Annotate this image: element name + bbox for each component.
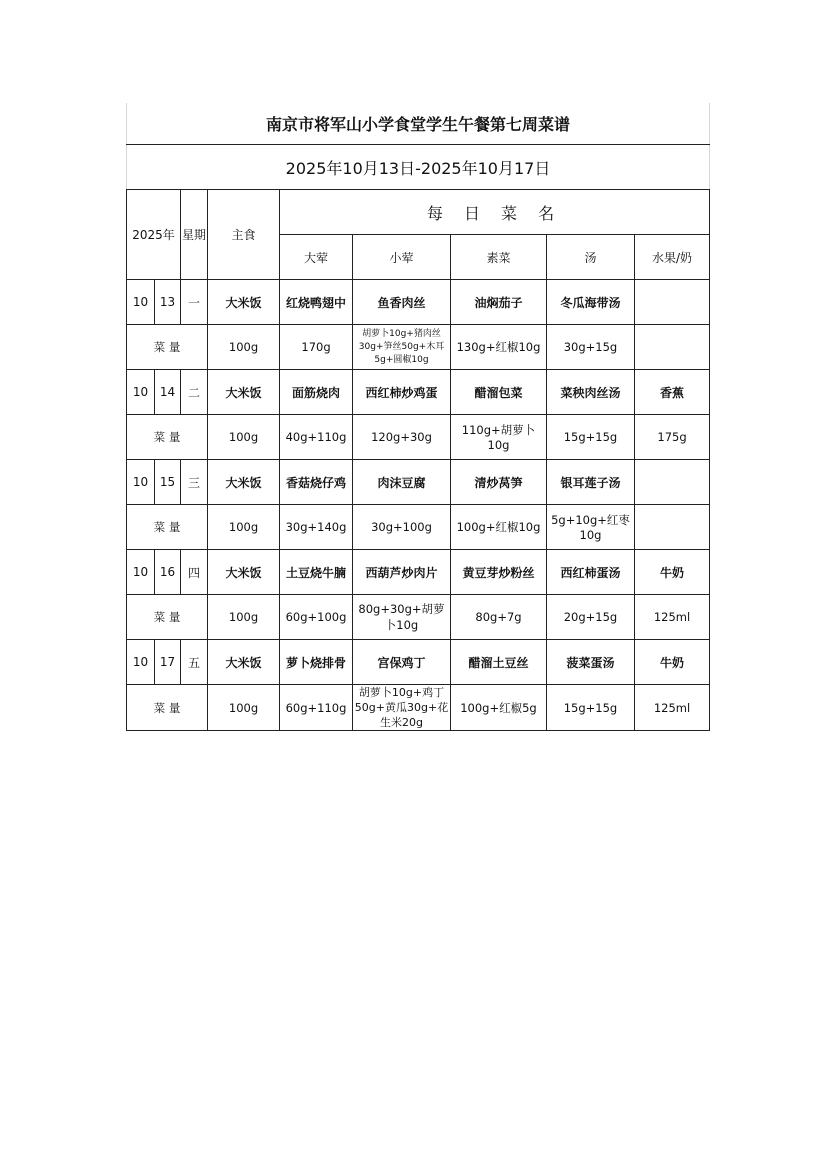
- small-meat-cell: 肉沫豆腐: [353, 460, 451, 505]
- q-vegetable-cell: 100g+红椒5g: [451, 685, 547, 731]
- quantity-row: [127, 415, 710, 460]
- day-cell: 17: [155, 640, 181, 685]
- q-small-meat-cell: 80g+30g+胡萝卜10g: [353, 595, 451, 640]
- q-vegetable-cell: 130g+红椒10g: [451, 325, 547, 370]
- staple-cell: 大米饭: [208, 280, 280, 325]
- header-small-meat: 小荤: [353, 235, 451, 280]
- q-small-meat-cell: 120g+30g: [353, 415, 451, 460]
- quantity-label: 菜 量: [127, 505, 208, 550]
- fruit-milk-cell: 牛奶: [635, 640, 710, 685]
- q-soup-cell: 15g+15g: [547, 685, 635, 731]
- soup-cell: 冬瓜海带汤: [547, 280, 635, 325]
- month-cell: 10: [127, 460, 155, 505]
- q-soup-cell: 5g+10g+红枣10g: [547, 505, 635, 550]
- vegetable-cell: 油焖茄子: [451, 280, 547, 325]
- small-meat-cell: 西红柿炒鸡蛋: [353, 370, 451, 415]
- staple-cell: 大米饭: [208, 370, 280, 415]
- staple-cell: 大米饭: [208, 640, 280, 685]
- vegetable-cell: 清炒莴笋: [451, 460, 547, 505]
- q-fruit-milk-cell: 175g: [635, 415, 710, 460]
- weekday-cell: 一: [181, 280, 208, 325]
- small-meat-cell: 鱼香肉丝: [353, 280, 451, 325]
- small-meat-cell: 西葫芦炒肉片: [353, 550, 451, 595]
- main-meat-cell: 香菇烧仔鸡: [280, 460, 353, 505]
- q-fruit-milk-cell: [635, 325, 710, 370]
- header-daily-dishes: 每 日 菜 名: [280, 190, 710, 235]
- quantity-label: 菜 量: [127, 415, 208, 460]
- weekday-cell: 四: [181, 550, 208, 595]
- staple-cell: 大米饭: [208, 550, 280, 595]
- q-vegetable-cell: 80g+7g: [451, 595, 547, 640]
- header-main-meat: 大荤: [280, 235, 353, 280]
- q-staple-cell: 100g: [208, 595, 280, 640]
- soup-cell: 菠菜蛋汤: [547, 640, 635, 685]
- q-fruit-milk-cell: [635, 505, 710, 550]
- q-fruit-milk-cell: 125ml: [635, 685, 710, 731]
- q-staple-cell: 100g: [208, 415, 280, 460]
- weekday-cell: 二: [181, 370, 208, 415]
- table-row: [127, 460, 710, 505]
- q-soup-cell: 20g+15g: [547, 595, 635, 640]
- header-year: 2025年: [127, 190, 181, 280]
- q-main-meat-cell: 30g+140g: [280, 505, 353, 550]
- quantity-row: [127, 595, 710, 640]
- table-row: [127, 550, 710, 595]
- q-staple-cell: 100g: [208, 505, 280, 550]
- main-meat-cell: 土豆烧牛腩: [280, 550, 353, 595]
- vegetable-cell: 醋溜土豆丝: [451, 640, 547, 685]
- q-small-meat-cell: 胡萝卜10g+鸡丁50g+黄瓜30g+花生米20g: [353, 685, 451, 731]
- day-cell: 16: [155, 550, 181, 595]
- quantity-row: [127, 505, 710, 550]
- q-main-meat-cell: 60g+100g: [280, 595, 353, 640]
- fruit-milk-cell: [635, 460, 710, 505]
- soup-cell: 银耳莲子汤: [547, 460, 635, 505]
- menu-sheet: [126, 103, 709, 731]
- day-cell: 15: [155, 460, 181, 505]
- q-staple-cell: 100g: [208, 325, 280, 370]
- staple-cell: 大米饭: [208, 460, 280, 505]
- quantity-label: 菜 量: [127, 325, 208, 370]
- header-weekday: 星期: [181, 190, 208, 280]
- q-small-meat-cell: 30g+100g: [353, 505, 451, 550]
- q-main-meat-cell: 170g: [280, 325, 353, 370]
- menu-table: [126, 103, 710, 731]
- q-main-meat-cell: 40g+110g: [280, 415, 353, 460]
- table-row: [127, 280, 710, 325]
- month-cell: 10: [127, 280, 155, 325]
- header-vegetable: 素菜: [451, 235, 547, 280]
- table-row: [127, 640, 710, 685]
- quantity-row: [127, 685, 710, 731]
- fruit-milk-cell: [635, 280, 710, 325]
- q-vegetable-cell: 110g+胡萝卜10g: [451, 415, 547, 460]
- page-title: 南京市将军山小学食堂学生午餐第七周菜谱: [127, 103, 710, 145]
- month-cell: 10: [127, 640, 155, 685]
- vegetable-cell: 黄豆芽炒粉丝: [451, 550, 547, 595]
- q-small-meat-cell: 胡萝卜10g+猪肉丝30g+笋丝50g+木耳5g+圆椒10g: [353, 325, 451, 370]
- weekday-cell: 五: [181, 640, 208, 685]
- small-meat-cell: 宫保鸡丁: [353, 640, 451, 685]
- quantity-label: 菜 量: [127, 685, 208, 731]
- soup-cell: 西红柿蛋汤: [547, 550, 635, 595]
- day-cell: 14: [155, 370, 181, 415]
- date-range: 2025年10月13日-2025年10月17日: [127, 145, 710, 190]
- month-cell: 10: [127, 550, 155, 595]
- q-fruit-milk-cell: 125ml: [635, 595, 710, 640]
- q-staple-cell: 100g: [208, 685, 280, 731]
- q-vegetable-cell: 100g+红椒10g: [451, 505, 547, 550]
- table-row: [127, 370, 710, 415]
- header-fruit-milk: 水果/奶: [635, 235, 710, 280]
- fruit-milk-cell: 香蕉: [635, 370, 710, 415]
- fruit-milk-cell: 牛奶: [635, 550, 710, 595]
- day-cell: 13: [155, 280, 181, 325]
- header-soup: 汤: [547, 235, 635, 280]
- month-cell: 10: [127, 370, 155, 415]
- q-main-meat-cell: 60g+110g: [280, 685, 353, 731]
- q-soup-cell: 30g+15g: [547, 325, 635, 370]
- vegetable-cell: 醋溜包菜: [451, 370, 547, 415]
- quantity-row: [127, 325, 710, 370]
- q-soup-cell: 15g+15g: [547, 415, 635, 460]
- main-meat-cell: 萝卜烧排骨: [280, 640, 353, 685]
- header-staple: 主食: [208, 190, 280, 280]
- main-meat-cell: 面筋烧肉: [280, 370, 353, 415]
- main-meat-cell: 红烧鸭翅中: [280, 280, 353, 325]
- weekday-cell: 三: [181, 460, 208, 505]
- soup-cell: 菜秧肉丝汤: [547, 370, 635, 415]
- quantity-label: 菜 量: [127, 595, 208, 640]
